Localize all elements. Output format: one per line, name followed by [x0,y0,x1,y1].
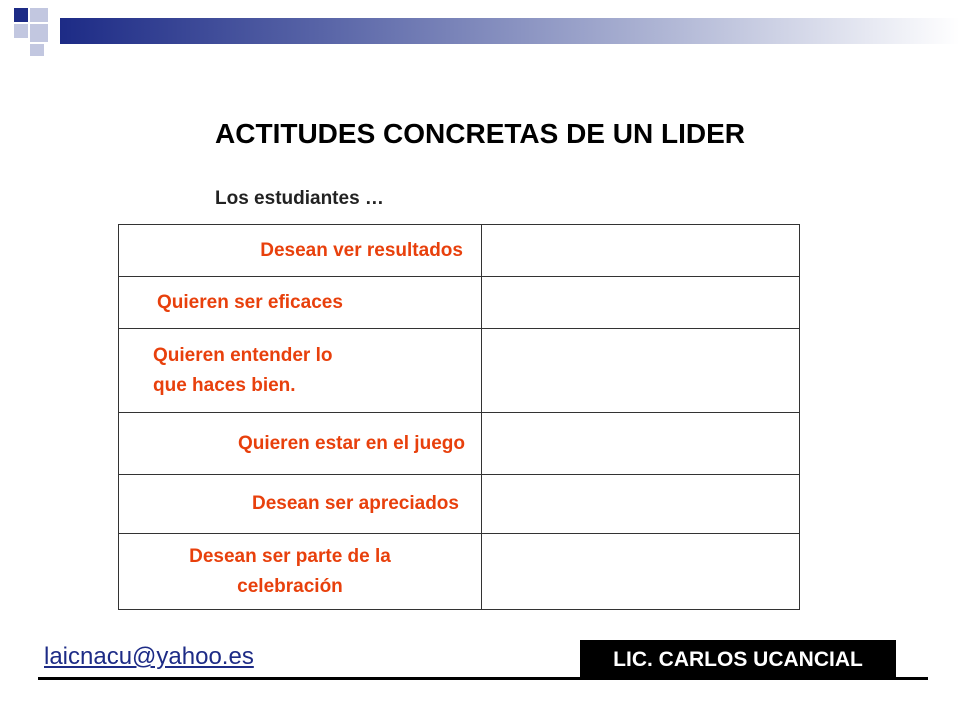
table-row [119,475,800,534]
attitude-label-cell [119,475,482,534]
table-row [119,413,800,475]
attitude-label: Desean ser parte de la celebración [189,545,391,597]
table-row [119,329,800,413]
attitude-label: Desean ser apreciados [251,493,459,514]
author-label: LIC. CARLOS UCANCIAL [580,640,896,680]
attitude-label-cell [119,277,482,329]
decor-square [30,24,48,42]
attitude-label: Quieren ser eficaces [157,291,343,313]
attitude-label: Quieren estar en el juego [237,432,465,454]
decor-square [30,44,44,56]
table-row [119,277,800,329]
empty-cell [481,534,799,610]
attitudes-table [118,224,800,610]
decor-square [14,8,28,22]
attitude-label-cell [119,225,482,277]
empty-cell [481,475,799,534]
slide-title: ACTITUDES CONCRETAS DE UN LIDER [215,118,745,149]
header-gradient-bar [60,18,960,44]
table-row [119,225,800,277]
decor-square [30,8,48,22]
attitude-label-cell [119,534,482,610]
empty-cell [481,225,799,277]
attitude-label-cell [119,329,482,413]
empty-cell [481,277,799,329]
empty-cell [481,329,799,413]
decor-square [14,24,28,38]
attitude-label: Desean ver resultados [260,239,463,261]
attitude-label: Quieren entender lo que haces bien. [153,344,333,396]
slide-subtitle: Los estudiantes … [215,188,384,209]
email-link[interactable]: laicnacu@yahoo.es [44,643,254,670]
table-row [119,534,800,610]
empty-cell [481,413,799,475]
attitude-label-cell [119,413,482,475]
